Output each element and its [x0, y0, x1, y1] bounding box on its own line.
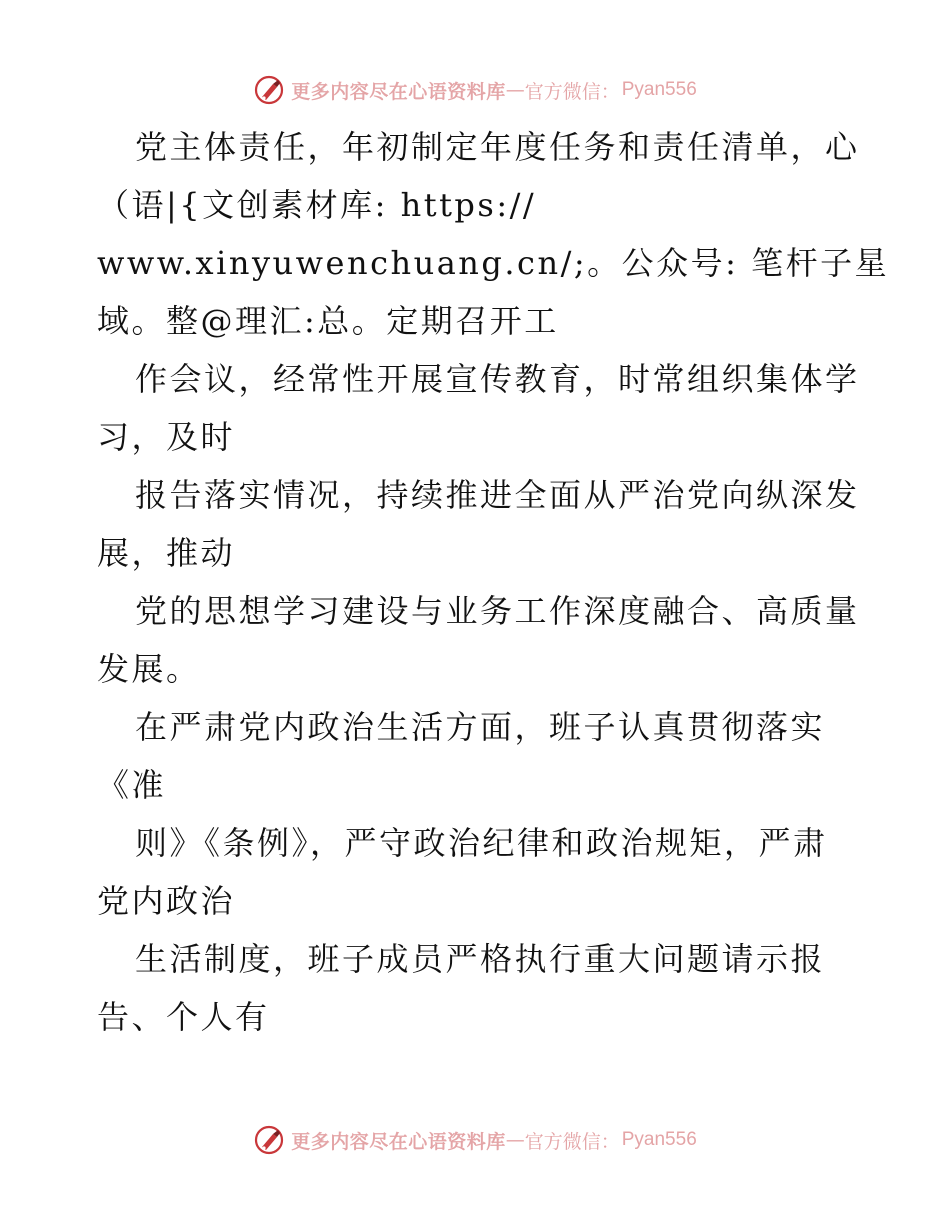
banner-separator: — [505, 1129, 525, 1151]
body-line: 域。整@理汇:总。定期召开工 [97, 302, 559, 340]
body-line: 展，推动 [97, 534, 236, 572]
banner-site-name: 更多内容尽在心语资料库 [291, 1130, 506, 1153]
banner-wechat-label: 官方微信： [524, 80, 620, 103]
banner-wechat-account: Pyan556 [621, 1129, 697, 1150]
banner-wechat-account: Pyan556 [621, 79, 697, 100]
body-line: 在严肃党内政治生活方面，班子认真贯彻落实 [135, 708, 826, 746]
body-line: 党的思想学习建设与业务工作深度融合、高质量 [135, 592, 860, 630]
header-banner [0, 70, 950, 110]
banner-separator: — [505, 79, 525, 101]
pen-nib-logo-icon [253, 1124, 285, 1156]
body-line: www.xinyuwenchuang.cn/;。公众号: 笔杆子星 [97, 244, 890, 282]
body-line: 《准 [97, 766, 167, 804]
body-line: 则》《条例》，严守政治纪律和政治规矩，严肃 [135, 824, 828, 862]
document-body [97, 118, 897, 1046]
banner-site-name: 更多内容尽在心语资料库 [291, 80, 506, 103]
body-line: 报告落实情况，持续推进全面从严治党向纵深发 [135, 476, 860, 514]
body-line: （语|{文创素材库: https:// [97, 186, 537, 224]
body-line: 发展。 [97, 650, 201, 688]
body-line: 习，及时 [97, 418, 236, 456]
body-line: 党内政治 [97, 882, 236, 920]
pen-nib-logo-icon [253, 74, 285, 106]
banner-wechat-label: 官方微信： [524, 1130, 620, 1153]
footer-banner [0, 1120, 950, 1160]
body-line: 作会议，经常性开展宣传教育，时常组织集体学 [135, 360, 860, 398]
body-line: 告、个人有 [97, 998, 270, 1036]
body-line: 党主体责任，年初制定年度任务和责任清单，心 [135, 128, 860, 166]
body-line: 生活制度，班子成员严格执行重大问题请示报 [135, 940, 826, 978]
